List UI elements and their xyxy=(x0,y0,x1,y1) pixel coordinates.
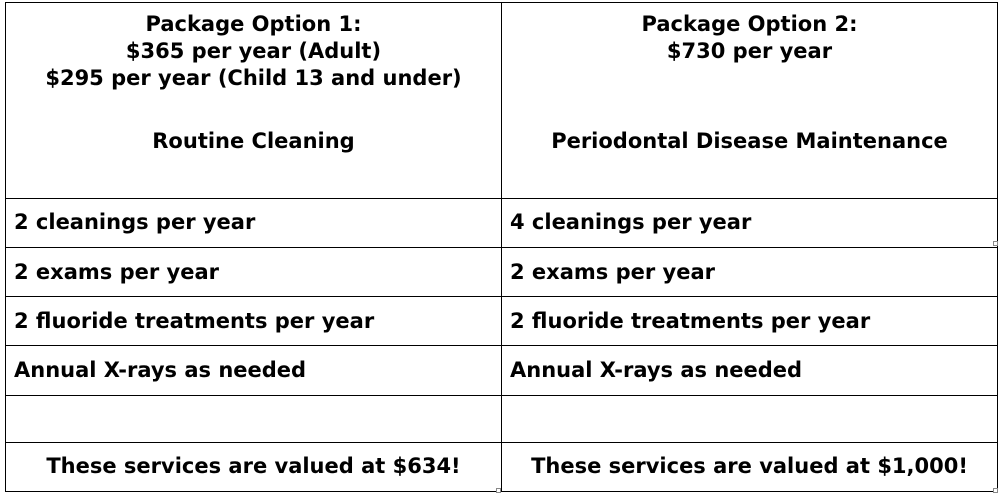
table-header-row xyxy=(6,3,998,199)
package-2-feature-cell: Annual X-rays as needed xyxy=(502,346,998,395)
package-2-feature-cell: 2 exams per year xyxy=(502,247,998,296)
package-1-feature-cell: 2 fluoride treatments per year xyxy=(6,297,502,346)
package-2-feature-cell: 4 cleanings per year xyxy=(502,198,998,247)
package-1-header-cell xyxy=(6,3,502,199)
table-resize-handle[interactable] xyxy=(993,488,998,493)
package-2-header-cell xyxy=(502,3,998,199)
table-row xyxy=(6,198,998,247)
package-1-blank-cell xyxy=(6,395,502,442)
package-2-price: $730 per year xyxy=(666,38,833,63)
package-2-title-line: Package Option 2: xyxy=(641,12,858,36)
package-1-title-line: Package Option 1: xyxy=(145,12,362,36)
table-row xyxy=(6,247,998,296)
package-1-subtitle: Routine Cleaning xyxy=(152,129,355,154)
blank-table-row xyxy=(6,395,998,442)
package-2-blank-cell xyxy=(502,395,998,442)
table-resize-handle[interactable] xyxy=(993,241,998,246)
value-row xyxy=(6,442,998,491)
package-2-value-cell: These services are valued at $1,000! xyxy=(502,442,998,491)
package-1-adult-price: $365 per year (Adult) xyxy=(125,38,382,63)
package-2-feature-cell: 2 fluoride treatments per year xyxy=(502,297,998,346)
table-resize-handle[interactable] xyxy=(496,488,501,493)
package-2-subtitle: Periodontal Disease Maintenance xyxy=(551,129,948,154)
package-1-feature-cell: 2 exams per year xyxy=(6,247,502,296)
package-1-value-cell: These services are valued at $634! xyxy=(6,442,502,491)
package-1-child-price: $295 per year (Child 13 and under) xyxy=(45,65,462,90)
package-1-feature-cell: 2 cleanings per year xyxy=(6,198,502,247)
package-comparison-table xyxy=(5,2,998,492)
table-row xyxy=(6,297,998,346)
package-1-feature-cell: Annual X-rays as needed xyxy=(6,346,502,395)
table-row xyxy=(6,346,998,395)
